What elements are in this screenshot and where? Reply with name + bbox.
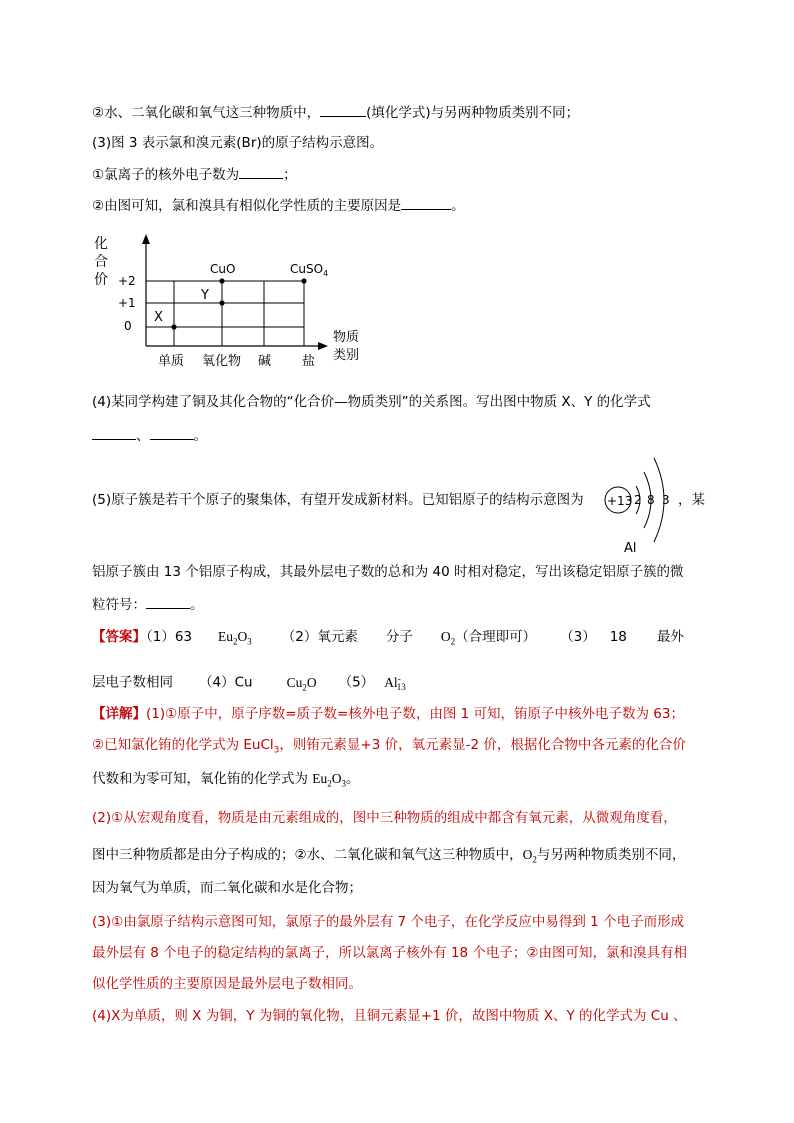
q5-line2: 铝原子簇由 13 个铝原子构成，其最外层电子数的总和为 40 时相对稳定，写出该稳定铝原子簇的微 — [92, 564, 684, 580]
answer-blank — [146, 594, 190, 609]
q5-line3-text: 粒符号： — [92, 597, 146, 613]
answer-tag: 【答案】 — [92, 629, 146, 645]
grid — [146, 281, 304, 346]
detail-line-1 — [92, 704, 684, 724]
point-x — [171, 324, 176, 329]
detail-tag: 【详解】 — [92, 706, 146, 722]
label-y: Y — [201, 288, 209, 303]
answer-line-2 — [92, 668, 406, 697]
y-tick-0: 0 — [124, 319, 132, 333]
x-axis-arrow — [318, 342, 328, 350]
q3-sub2-text: ②由图可知，氯和溴具有相似化学性质的主要原因是 — [92, 198, 402, 214]
q5-line1-end: ，某 — [678, 492, 705, 508]
point-cuso4 — [301, 278, 306, 283]
q4-blanks — [92, 425, 207, 446]
answer-p3: （3） — [560, 629, 596, 645]
answer-blank — [320, 102, 366, 117]
q5-line1-text: (5)原子簇是若干个原子的聚集体，有望开发成新材料。已知铝原子的结构示意图为 — [92, 492, 584, 508]
detail-line-5: 图中三种物质都是由分子构成的；②水、二氧化碳和氧气这三种物质中，$O_2$与另两种物质类别不同， — [92, 847, 686, 865]
answer-blank — [401, 195, 451, 210]
y-label-2: 合 — [94, 254, 108, 270]
q2-text-b: (填化学式)与另两种物质类别不同； — [366, 105, 580, 121]
shell-2-electrons: 8 — [647, 493, 655, 507]
q4-end: 。 — [193, 428, 207, 444]
q4-sep: 、 — [136, 428, 150, 444]
shell-1-electrons: 2 — [634, 493, 642, 507]
point-y — [219, 300, 224, 305]
answer-p4: （4）Cu — [199, 674, 253, 691]
q4-stem: (4)某同学构建了铜及其化合物的“化合价—物质类别”的关系图。写出图中物质 X、Y 的化学式 — [92, 394, 651, 410]
y-tick-plus1: +1 — [118, 296, 136, 310]
answer-blank-y — [150, 425, 194, 440]
q3-sub1-text: ①氯离子的核外电子数为 — [92, 167, 240, 183]
detail-l1: (1)①原子中，原子序数=质子数=核外电子数，由图 1 可知，铕原子中核外电子数为 63； — [146, 706, 684, 722]
valence-category-diagram — [88, 228, 378, 378]
element-symbol: Al — [624, 541, 637, 556]
label-cuo: CuO — [210, 262, 236, 276]
answer-line-1 — [92, 627, 684, 652]
q2-text-a: ②水、二氧化碳和氧气这三种物质中， — [92, 105, 321, 121]
y-axis-arrow — [142, 234, 150, 244]
answer-p3-value: 18 — [609, 629, 627, 645]
answer-blank-x — [92, 425, 136, 440]
answer-p2b: 分子 — [385, 629, 413, 645]
y-tick-plus2: +2 — [118, 274, 136, 288]
q3-sub1-end: ； — [283, 167, 297, 183]
detail-line-8: 最外层有 8 个电子的稳定结构的氯离子，所以氯离子核外有 18 个电子；②由图可知，氯和溴具有相 — [92, 945, 688, 961]
point-cuo — [219, 278, 224, 283]
answer-al13: $Al^-_{13}$ — [384, 673, 406, 693]
answer-cu2o: $Cu_2O$ — [286, 674, 317, 693]
x-tick-base: 碱 — [258, 354, 272, 369]
nucleus-charge: +13 — [607, 494, 633, 508]
al-atom-diagram — [600, 448, 680, 556]
answer-eu2o3: $Eu_2O_3$ — [218, 629, 252, 647]
answer-p5: （5） — [338, 674, 375, 691]
q5-line3 — [92, 594, 204, 615]
label-x: X — [154, 310, 163, 325]
answer-blank — [239, 164, 283, 179]
detail-line-2: ②已知氯化铕的化学式为 EuCl$_3$，则铕元素显+3 价，氧元素显-2 价，根据化合物中各元素的化合价 — [92, 737, 686, 756]
q5-line1 — [92, 490, 584, 510]
x-tick-oxide: 氧化物 — [202, 354, 242, 369]
answer-p2: （2）氧元素 — [281, 629, 358, 645]
y-label-3: 价 — [94, 272, 108, 288]
label-cuso4: CuSO$_4$ — [290, 262, 329, 278]
detail-line-10: (4)X为单质，则 X 为铜，Y 为铜的氧化物，且铜元素显+1 价，故图中物质 X、Y 的化学式为 Cu 、 — [92, 1008, 687, 1024]
answer-o2: $O_2$ — [440, 629, 456, 647]
y-label-1: 化 — [94, 236, 108, 252]
q5-line3-end: 。 — [190, 597, 204, 613]
x-label-2: 类别 — [333, 348, 360, 363]
detail-line-7: (3)①由氯原子结构示意图可知，氯原子的最外层有 7 个电子，在化学反应中易得到 1 个电子而形成 — [92, 914, 685, 930]
detail-line-4: (2)①从宏观角度看，物质是由元素组成的，图中三种物质的组成中都含有氧元素，从微观角度看， — [92, 810, 677, 826]
shell-3-electrons: 3 — [662, 493, 670, 507]
q3-sub2-end: 。 — [451, 198, 465, 214]
x-tick-element: 单质 — [158, 354, 185, 369]
q3-stem: (3)图 3 表示氯和溴元素(Br)的原子结构示意图。 — [92, 135, 384, 151]
q3-sub1 — [92, 164, 297, 185]
answer-p1: （1）63 — [146, 629, 193, 645]
answer-o2-note: （合理即可） — [455, 629, 537, 645]
answer-line2-text: 层电子数相同 — [92, 674, 173, 691]
x-tick-salt: 盐 — [302, 354, 316, 369]
answer-p3b: 最外 — [656, 629, 684, 645]
detail-line-3: 代数和为零可知，氧化铕的化学式为 $Eu_2O_3$。 — [92, 771, 360, 789]
q2-line — [92, 102, 579, 123]
x-label-1: 物质 — [333, 330, 360, 345]
detail-line-9: 似化学性质的主要原因是最外层电子数相同。 — [92, 976, 362, 992]
q3-sub2 — [92, 195, 465, 216]
detail-line-6: 因为氧气为单质，而二氧化碳和水是化合物； — [92, 880, 362, 896]
